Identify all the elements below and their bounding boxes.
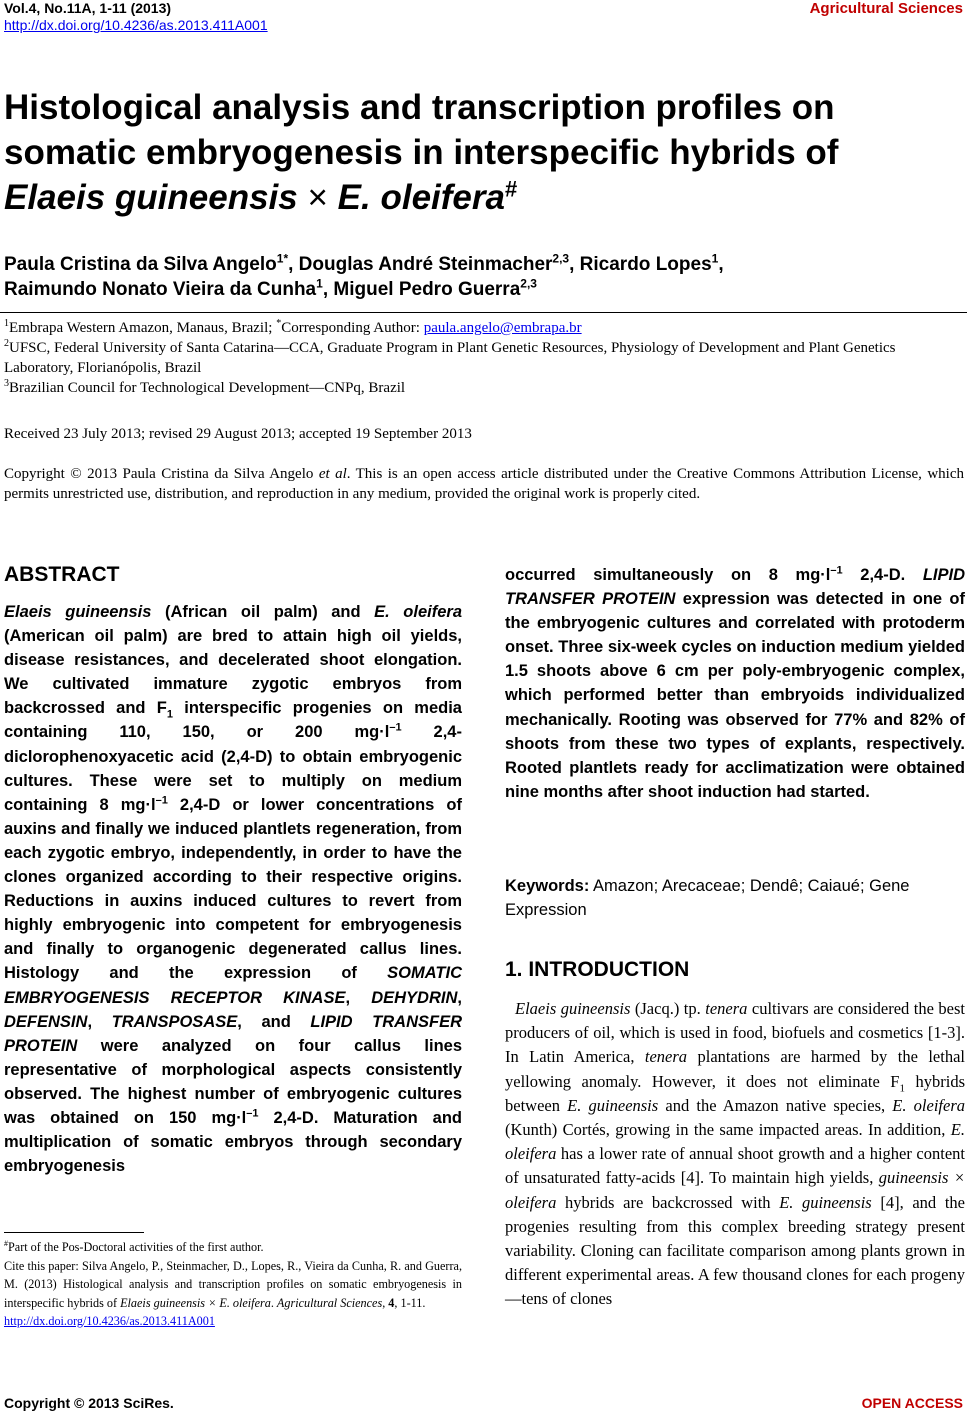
body-text: (Kunth) Cortés, growing in the same impacted areas. In addition, (505, 1120, 951, 1140)
body-text: (Jacq.) tp. (630, 999, 706, 1018)
body-text: cultivars are considered the best producers of oil, which is used in food, biofuels and cosmetics [1-3]. In Latin America, (505, 999, 965, 1067)
received-dates: Received 23 July 2013; revised 29 August 2013; accepted 19 September 2013 (4, 426, 472, 442)
copyright-text: . This is an open access article distributed under the Creative Commons Attribution License, which permits unrestricted use, distribution, and reproduction in any medium, provided the original work is properly cited. (4, 466, 964, 502)
citation (4, 1257, 462, 1313)
author-separator: , (322, 279, 334, 300)
citation-text: . (270, 1295, 277, 1310)
species-name: guineensis × oleifera (505, 1168, 965, 1212)
unit-exponent: –1 (830, 564, 843, 577)
species-name: E. oleifera (374, 603, 462, 621)
author-name: Miguel Pedro Guerra (333, 279, 521, 300)
corresponding-email-link[interactable]: paula.angelo@embrapa.br (423, 320, 582, 336)
open-access-label: OPEN ACCESS (861, 1395, 963, 1411)
corresponding-label: Corresponding Author: (281, 320, 424, 336)
unit-exponent: –1 (155, 794, 168, 807)
abstract-text: (American oil palm) are bred to attain high oil yields, disease resistances, and decelerated shoot elongation. We cultivated immature zygotic embryos from backcrossed and F (4, 627, 462, 718)
gene-name: SOMATIC EMBRYOGENESIS RECEPTOR KINASE (4, 964, 462, 1007)
affiliation-number: 2 (4, 338, 9, 349)
corresponding-mark: * (276, 318, 282, 329)
species-name: E. guineensis (567, 1095, 659, 1115)
copyright-etal: et al (318, 466, 347, 482)
affiliation-number: 1 (4, 318, 9, 329)
body-text: hybrids are backcrossed with (556, 1192, 780, 1212)
unit-exponent: –1 (246, 1107, 259, 1120)
affiliation-text: Embrapa Western Amazon, Manaus, Brazil; (9, 320, 277, 336)
abstract-text: 2,4-D. (842, 566, 923, 584)
abstract-text: , (457, 988, 462, 1007)
author-affiliation-mark: 1 (711, 251, 719, 266)
citation-journal: Agricultural Sciences (276, 1295, 383, 1310)
doi-link[interactable]: http://dx.doi.org/10.4236/as.2013.411A001 (4, 17, 268, 33)
author-separator: , (718, 254, 724, 275)
copyright-notice (4, 464, 964, 504)
species-name: Elaeis guineensis (4, 603, 152, 621)
species-name: Elaeis guineensis (515, 999, 631, 1018)
abstract-text: were analyzed on four callus lines representative of morphological aspects consistently observed. The highest number of embryogenic cultures was obtained on 150 mg·l (4, 1036, 462, 1127)
copyright-text: Copyright © 2013 Paula Cristina da Silva Angelo (4, 466, 319, 482)
species-name: E. oleifera (505, 1120, 965, 1164)
gene-name: TRANSPOSASE (111, 1012, 238, 1031)
introduction-text (505, 997, 965, 1312)
footnote-divider (4, 1232, 144, 1233)
journal-name: Agricultural Sciences (809, 0, 963, 17)
abstract-text: 2,4-diclorophenoxyacetic acid (2,4-D) to obtain embryogenic cultures. These were set to multiply on medium containing 8 mg·l (4, 723, 462, 814)
footnotes (4, 1238, 462, 1331)
gene-name: DEHYDRIN (371, 988, 458, 1007)
article-title (4, 85, 954, 220)
citation-pages: , 1-11. (394, 1295, 426, 1310)
abstract-text: , and (237, 1012, 311, 1031)
running-header (4, 0, 268, 34)
abstract-text: 2,4-D or lower concentrations of auxins and finally we induced plantlets regeneration, from each zygotic embryo, independently, in order to have the clones organized according to their respective origins. Reductions in auxins induced cultures to revert from highly embryogenic into competent for embryogenesis and finally to organogenic degenerated callus lines. Histology and the expression of (4, 795, 462, 983)
abstract-text: , (345, 988, 372, 1007)
author-affiliation-mark: 2,3 (552, 251, 570, 266)
gene-name: LIPID TRANSFER PROTEIN (4, 1012, 462, 1055)
abstract-text: occurred simultaneously on 8 mg·l (505, 566, 831, 584)
affiliation-text: Brazilian Council for Technological Development—CNPq, Brazil (9, 380, 406, 396)
unit-exponent: –1 (389, 721, 402, 734)
abstract-heading: ABSTRACT (4, 563, 120, 586)
header-divider (0, 312, 967, 313)
author-affiliation-mark: 1* (276, 251, 289, 266)
title-species-b: E. oleifera (337, 178, 505, 217)
species-name: tenera (644, 1047, 688, 1067)
author-affiliation-mark: 2,3 (520, 276, 537, 291)
species-name: E. guineensis (779, 1192, 872, 1212)
author-separator: , (288, 254, 299, 275)
introduction-heading: 1. INTRODUCTION (505, 958, 690, 981)
affiliation-number: 3 (4, 378, 9, 389)
keywords-list: Amazon; Arecaceae; Dendê; Caiaué; Gene Expression (505, 877, 910, 919)
title-line-2: somatic embryogenesis in interspecific hybrids of (4, 133, 839, 172)
citation-volume: 4 (388, 1295, 395, 1310)
affiliation-text: UFSC, Federal University of Santa Catarina—CCA, Graduate Program in Plant Genetic Resources, Physiology of Development and Plant Genetics Laboratory, Florianópolis, Brazil (4, 340, 896, 376)
keywords (505, 874, 965, 922)
body-text: hybrids between (505, 1071, 965, 1115)
abstract-text: 2,4-D. Maturation and multiplication of somatic embryos through secondary embryogenesis (4, 1108, 462, 1176)
title-line-1: Histological analysis and transcription profiles on (4, 88, 835, 127)
author-name: Paula Cristina da Silva Angelo (4, 254, 277, 275)
author-name: Douglas André Steinmacher (298, 254, 553, 275)
affiliation-2 (4, 338, 964, 378)
abstract-text: , (87, 1012, 112, 1031)
citation-doi-link[interactable]: http://dx.doi.org/10.4236/as.2013.411A001 (4, 1314, 215, 1328)
affiliation-1 (4, 318, 964, 338)
subscript: 1 (166, 708, 173, 721)
body-text: and the Amazon native species, (658, 1095, 893, 1115)
citation-text: , (382, 1295, 389, 1310)
affiliations (4, 318, 964, 398)
body-text: [4], and the progenies resulting from this complex breeding strategy present variability. Cloning can facilitate comparison among plants grown in different experimental areas. A few thousand clones for each progeny—tens of clones (505, 1192, 965, 1309)
gene-name: LIPID TRANSFER PROTEIN (505, 566, 965, 609)
author-name: Raimundo Nonato Vieira da Cunha (4, 279, 317, 300)
abstract-text: interspecific progenies on media containing 110, 150, or 200 mg·l (4, 699, 462, 742)
footnote-text: Part of the Pos-Doctoral activities of the first author. (8, 1240, 264, 1254)
abstract-text: (African oil palm) and (151, 603, 375, 621)
journal-reference: Vol.4, No.11A, 1-11 (2013) (4, 0, 172, 16)
author-name: Ricardo Lopes (579, 254, 712, 275)
footer-copyright: Copyright © 2013 SciRes. (4, 1395, 174, 1411)
citation-species: Elaeis guineensis × E. oleifera (120, 1295, 271, 1310)
body-text: plantations are harmed by the lethal yellowing anomaly. However, it does not eliminate F (505, 1047, 965, 1091)
title-species-a: Elaeis guineensis (4, 178, 298, 217)
author-affiliation-mark: 1 (316, 276, 323, 291)
author-list (4, 252, 954, 302)
abstract-text-left (4, 600, 462, 1178)
footnote (4, 1238, 462, 1257)
abstract-text: expression was detected in one of the embryogenic cultures and correlated with protoderm onset. Three six-week cycles on induction medium yielded 1.5 shoots above 6 cm per poly-embryogenic complex, which performed better than embryoids individualized mechanically. Rooting was observed for 77% and 82% of shoots from these two types of explants, respectively. Rooted plantlets ready for acclimatization were obtained nine months after shoot induction had started. (505, 590, 965, 801)
abstract-text-right (505, 563, 965, 804)
title-footnote-mark: # (504, 176, 518, 202)
subscript: 1 (899, 1081, 905, 1094)
author-separator: , (569, 254, 580, 275)
gene-name: DEFENSIN (4, 1012, 88, 1031)
citation-text: Cite this paper: Silva Angelo, P., Steinmacher, D., Lopes, R., Vieira da Cunha, R. and Guerra, M. (2013) Histological analysis and transcription profiles on somatic embryogenesis in interspecific hybrids of (4, 1258, 462, 1310)
footnote-mark: # (4, 1238, 8, 1248)
title-cross-symbol: × (307, 178, 328, 217)
body-text: has a lower rate of annual shoot growth and a higher content of unsaturated fatty-acids [4]. To maintain high yields, (505, 1144, 965, 1188)
keywords-label: Keywords: (505, 877, 590, 895)
affiliation-3 (4, 378, 964, 398)
species-name: E. oleifera (892, 1095, 965, 1115)
species-name: tenera (705, 999, 748, 1018)
